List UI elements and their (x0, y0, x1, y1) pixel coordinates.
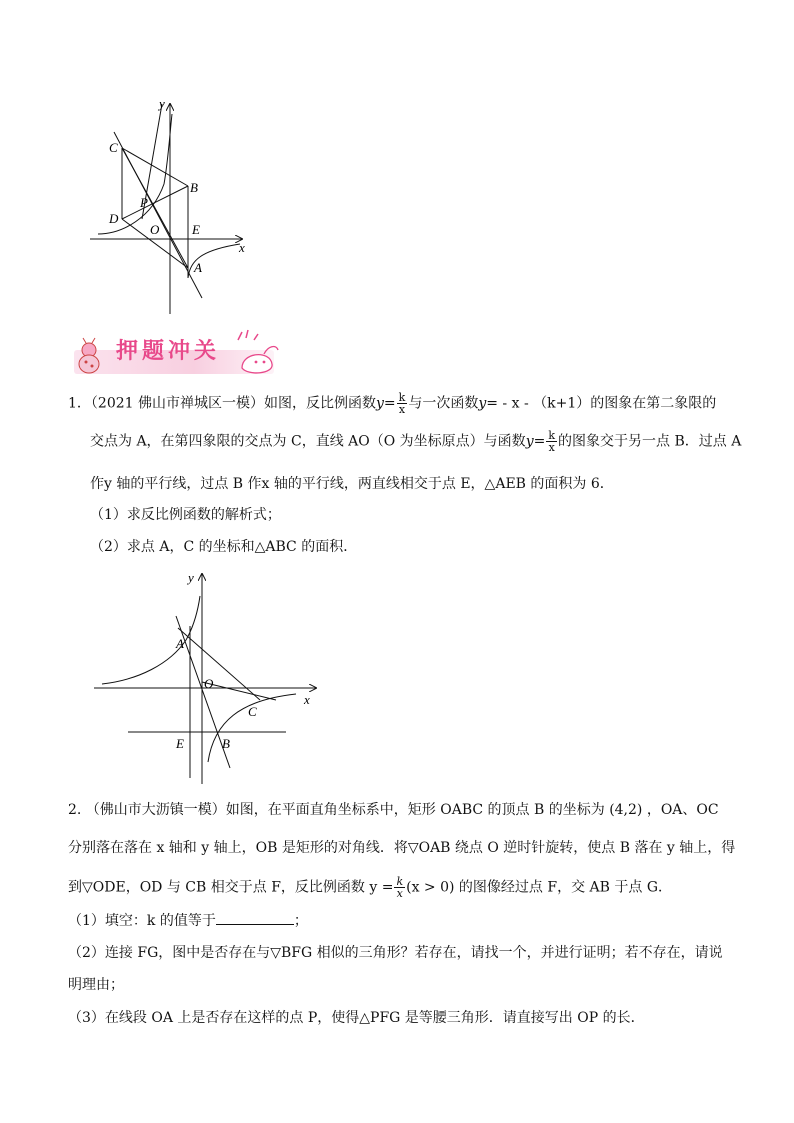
figure-2 (90, 566, 326, 788)
label-O: O (204, 676, 214, 691)
q2-sub3: （3）在线段 OA 上是否存在这样的点 P，使得△PFG 是等腰三角形．请直接写出 OP 的长． (68, 1010, 645, 1026)
label-E: E (176, 736, 184, 751)
label-E: E (192, 222, 200, 237)
label-A: A (194, 260, 202, 275)
label-x: x (239, 240, 245, 255)
label-O: O (150, 222, 160, 237)
label-D: D (109, 211, 119, 226)
label-A: A (176, 636, 184, 651)
ladybug-icon (74, 336, 104, 376)
q2-line2: 分别落在落在 x 轴和 y 轴上，OB 是矩形的对角线．将▽OAB 绕点 O 逆时针旋转，使点 B 落在 y 轴上，得 (68, 840, 736, 856)
bunny-icon (228, 328, 284, 378)
label-C: C (248, 704, 257, 719)
answer-blank[interactable] (216, 910, 294, 925)
label-C: C (109, 140, 118, 155)
q1-sub1: （1）求反比例函数的解析式； (90, 507, 281, 523)
q2-sub1: （1）填空：k 的值等于 ； (68, 910, 308, 931)
q2-sub2a: （2）连接 FG，图中是否存在与▽BFG 相似的三角形？若存在，请找一个，并进行证明；若不存在，请说 (68, 945, 723, 961)
figure-1 (84, 92, 254, 318)
q1-line3: 作y 轴的平行线，过点 B 作x 轴的平行线，两直线相交于点 E，△AEB 的面积为 6． (90, 476, 614, 492)
label-B: B (190, 180, 198, 195)
q2-line1: 2. （佛山市大沥镇一模）如图，在平面直角坐标系中，矩形 OABC 的顶点 B 的坐标为 (4,2) ，OA、OC (68, 802, 719, 818)
q1-sub2: （2）求点 A，C 的坐标和△ABC 的面积． (90, 539, 358, 555)
section-banner (68, 328, 288, 380)
hyperbola-left (102, 596, 200, 684)
label-y: y (159, 96, 165, 111)
q1-line1: 1．（2021 佛山市禅城区一模）如图，反比例函数y= $\frac{k}{x}$ 与一次函数y= - x - （k+1）的图象在第二象限的 (68, 391, 717, 416)
q2-line3: 到▽ODE，OD 与 CB 相交于点 F，反比例函数 y = $\frac{k}{x}$ (x > 0) 的图像经过点 F，交 AB 于点 G． (68, 875, 673, 900)
label-P: P (140, 195, 148, 210)
q1-line2: 交点为 A，在第四象限的交点为 C，直线 AO（O 为坐标原点）与函数y= $\frac{k}{x}$ 的图象交于另一点 B．过点 A (90, 429, 742, 454)
q2-sub2b: 明理由； (68, 977, 124, 993)
label-x: x (304, 692, 310, 707)
label-y: y (188, 570, 194, 585)
label-B: B (222, 736, 230, 751)
banner-title: 押题冲关 (116, 339, 221, 364)
